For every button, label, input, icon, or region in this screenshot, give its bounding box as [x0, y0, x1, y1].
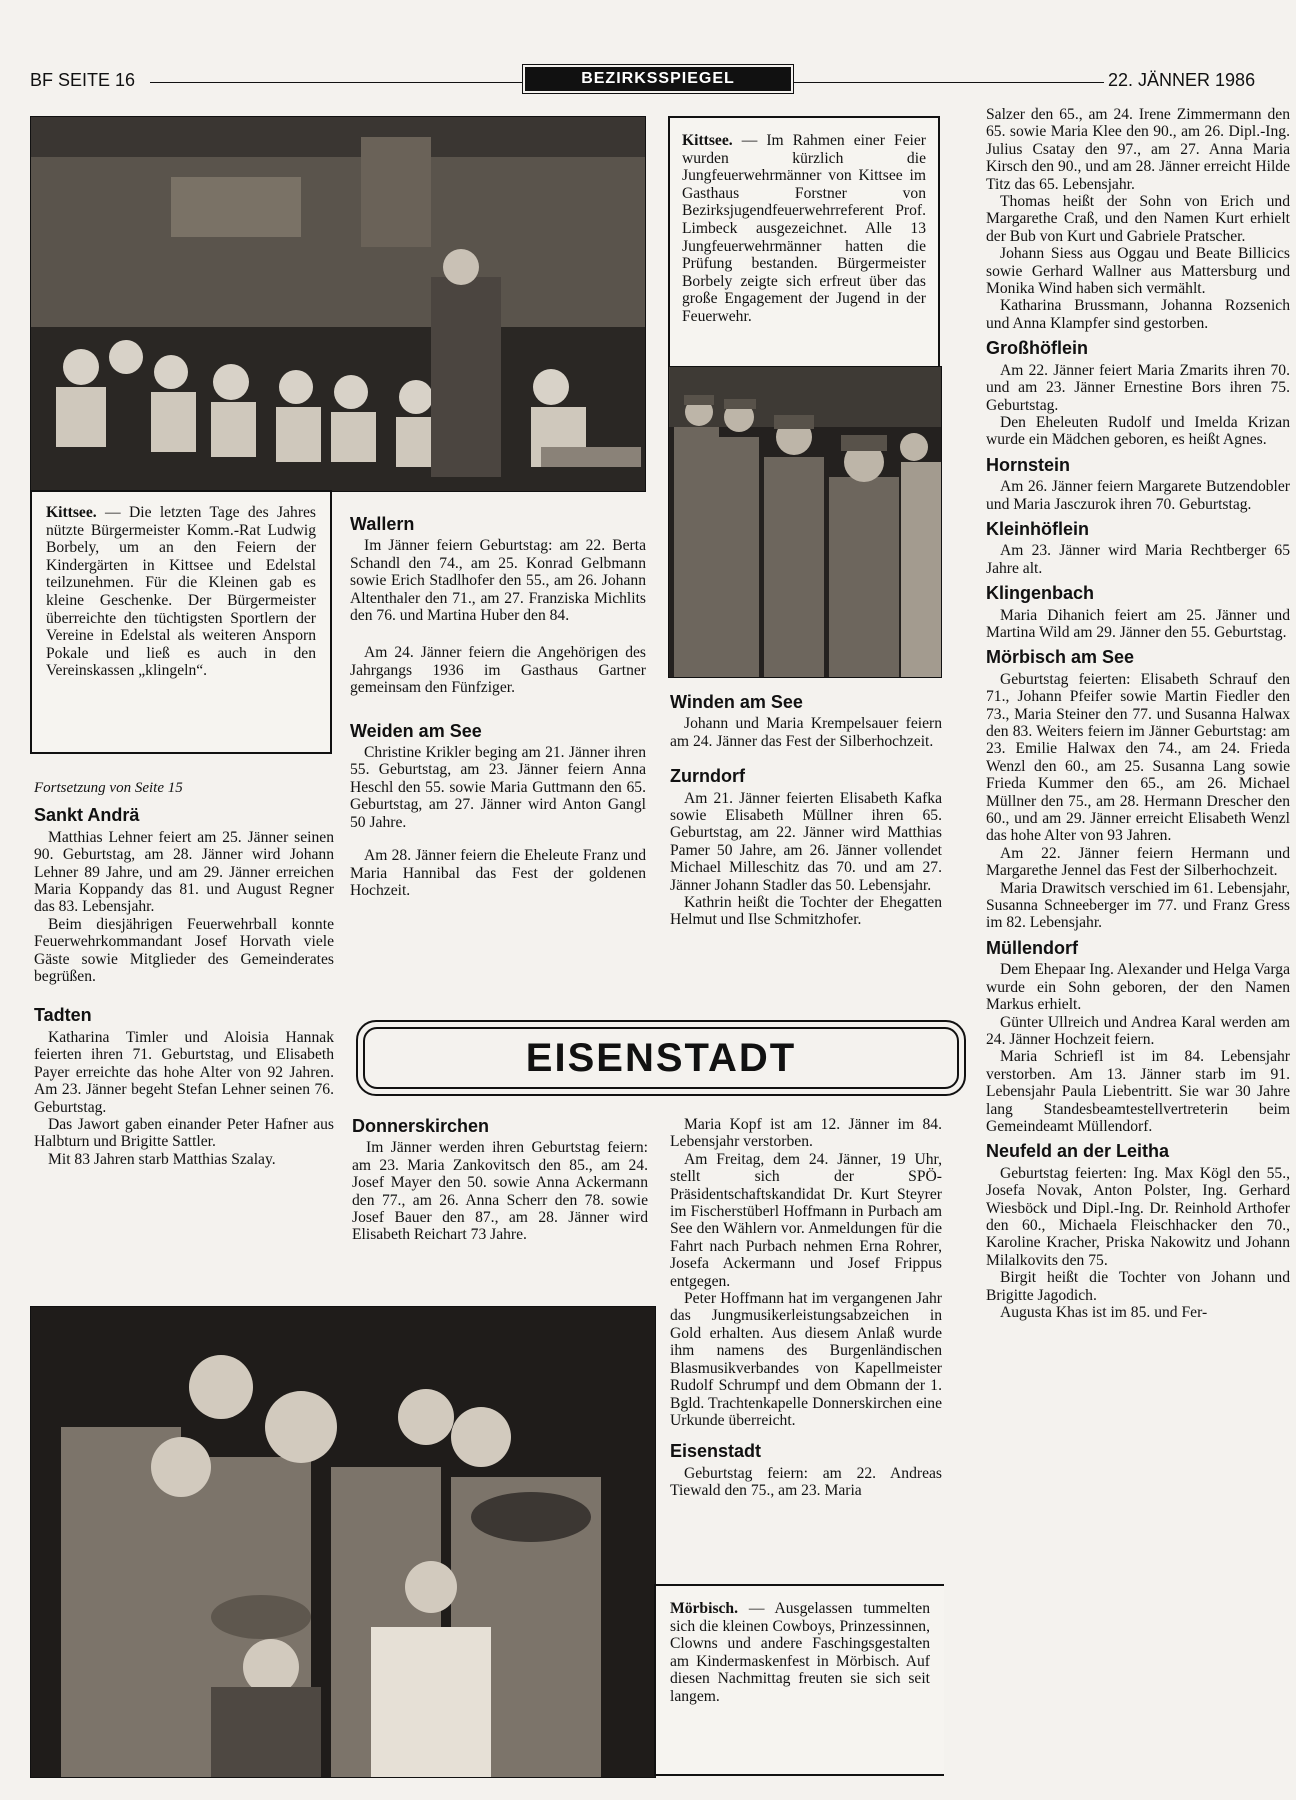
- paragraph: Das Jawort gaben einander Peter Hafner aus Halbturn und Brigitte Sattler.: [34, 1115, 334, 1151]
- heading-kleinhoeflein: Kleinhöflein: [986, 518, 1089, 539]
- paragraph: Geburtstag feierten: Ing. Max Kögl den 55., Josefa Novak, Anton Polster, Ing. Gerhard Wiesböck und Dipl.-Ing. Dr. Reinhold Arthofer den 60., Michaela Fleischhacker den 70., Karoline Kracher, Priska Nakowitz und Johann Milalkovits den 75.: [986, 1164, 1290, 1269]
- heading-neufeld: Neufeld an der Leitha: [986, 1141, 1170, 1162]
- header-rule-right: [794, 82, 1104, 83]
- heading-winden: Winden am See: [670, 692, 803, 712]
- heading-zurndorf: Zurndorf: [670, 766, 745, 787]
- paragraph: Am 21. Jänner feierten Elisabeth Kafka sowie Elisabeth Müllner ihren 65. Geburtstag, am 22. Jänner wird Matthias Pamer 50 Jahre, am 26. Jänner vollendet Michael Milleschitz das 70. und am 27. Jänner Johann Stadler das 50. Lebensjahr.: [670, 789, 942, 894]
- heading-muellendorf: Müllendorf: [986, 937, 1078, 958]
- header-rule-left: [150, 82, 522, 83]
- paragraph: Im Jänner feiern Geburtstag: am 22. Berta Schandl den 74., am 25. Konrad Gelbmann sowie Erich Stadlhofer den 55., am 26. Johann Altenthaler den 71., am 27. Franziska Michlits den 76. und Martina Huber den 84.: [350, 537, 646, 625]
- paragraph: Dem Ehepaar Ing. Alexander und Helga Varga wurde ein Sohn geboren, der den Namen Markus erhielt.: [986, 961, 1290, 1014]
- paragraph: Johann und Maria Krempelsauer feiern am 24. Jänner das Fest der Silberhochzeit.: [670, 715, 942, 750]
- paragraph: Peter Hoffmann hat im vergangenen Jahr das Jungmusikerleistungsabzeichen in Gold erhalten. Aus diesem Anlaß wurde ihm namens des Burgenländischen Blasmusikverbandes von Kapellmeister Rudolf Schrumpf und dem Obmann der 1. Bgld. Trachtenkapelle Donnerskirchen eine Urkunde überreicht.: [670, 1290, 942, 1429]
- paragraph: Maria Schriefl ist im 84. Lebensjahr verstorben. Am 13. Jänner starb im 91. Lebensjahr Paula Liebentritt. Sie war 30 Jahre lang Standesbeamtestellvertreterin beim Gemeindeamt Müllendorf.: [986, 1048, 1290, 1135]
- column-3-lower: [670, 1116, 942, 1500]
- heading-donnerskirchen: Donnerskirchen: [352, 1116, 490, 1136]
- column-2-lower: [352, 1118, 648, 1244]
- heading-grosshoeflein: Großhöflein: [986, 338, 1088, 359]
- paragraph: Johann Siess aus Oggau und Beate Billicics sowie Gerhard Wallner aus Mattersburg und Monika Wind haben sich vermählt.: [986, 245, 1290, 298]
- photo-firefighters: [668, 366, 942, 678]
- continued-note: Fortsetzung von Seite 15: [34, 780, 183, 796]
- children-kindergarten-icon: [31, 117, 645, 491]
- paragraph: Augusta Khas ist im 85. und Fer-: [1000, 1304, 1208, 1321]
- paragraph: Im Jänner werden ihren Geburtstag feiern: am 23. Maria Zankovitsch den 85., am 24. Josef Mayer den 50. sowie Anna Ackermann den 77., am 26. Anna Scherr den 78. sowie Josef Bauer den 87., am 28. Jänner wird Elisabeth Reichart 73 Jahre.: [352, 1139, 648, 1244]
- paragraph: Salzer den 65., am 24. Irene Zimmermann den 65. sowie Maria Klee den 90., am 26. Dipl.-Ing. Julius Csatay den 97., am 27. Anna Maria Kirsch den 90., und am 28. Jänner erreicht Hilde Titz das 65. Lebensjahr.: [986, 106, 1290, 193]
- paragraph: Am 28. Jänner feiern die Eheleute Franz und Maria Hannibal das Fest der goldenen Hochzeit.: [350, 847, 646, 899]
- caption-moerbisch: [654, 1584, 944, 1776]
- heading-weiden: Weiden am See: [350, 720, 482, 741]
- paragraph: Den Eheleuten Rudolf und Imelda Krizan wurde ein Mädchen geboren, es heißt Agnes.: [986, 413, 1290, 449]
- heading-moerbisch-am-see: Mörbisch am See: [986, 647, 1135, 668]
- section-title: EISENSTADT: [363, 1027, 959, 1089]
- paragraph: Mit 83 Jahren starb Matthias Szalay.: [48, 1150, 276, 1168]
- paragraph: Birgit heißt die Tochter von Johann und Brigitte Jagodich.: [986, 1269, 1290, 1304]
- photo-kindergarten: [30, 116, 646, 492]
- paragraph: Am 22. Jänner feiert Maria Zmarits ihren 70. und am 23. Jänner Ernestine Bors ihren 75. Geburtstag.: [986, 361, 1290, 414]
- paragraph: Maria Kopf ist am 12. Jänner im 84. Lebensjahr verstorben.: [670, 1116, 942, 1151]
- paragraph: Maria Drawitsch verschied im 61. Lebensjahr, Susanna Schneeberger im 77. und Franz Gress im 82. Lebensjahr.: [986, 879, 1290, 932]
- heading-wallern: Wallern: [350, 514, 415, 534]
- heading-eisenstadt: Eisenstadt: [670, 1441, 762, 1462]
- paragraph: Günter Ullreich und Andrea Karal werden am 24. Jänner Hochzeit feiern.: [986, 1013, 1290, 1048]
- caption-text: — Die letzten Tage des Jahres nützte Bürgermeister Komm.-Rat Ludwig Borbely, um an den Feiern der Kindergärten in Kittsee und Edelstal teilzunehmen. Für die Kleinen gab es kleine Geschenke. Der Bürgermeister überreichte den tüchtigsten Sportlern der Vereine in Edelstal als weiteren Ansporn Pokale und ließ es auch in den Vereinskassen „klingeln“.: [46, 504, 316, 680]
- paragraph: Maria Dihanich feiert am 25. Jänner und Martina Wild am 29. Jänner den 55. Geburtstag.: [986, 606, 1290, 641]
- caption-kittsee-kindergarten: [30, 490, 332, 754]
- paragraph: Geburtstag feiern: am 22. Andreas Tiewald den 75., am 23. Maria: [670, 1464, 942, 1500]
- paragraph: Thomas heißt der Sohn von Erich und Margarethe Craß, und den Namen Kurt erhielt der Bub von Kurt und Gabriele Pratscher.: [986, 193, 1290, 245]
- column-4: [986, 106, 1290, 1321]
- caption-place: Kittsee.: [682, 132, 733, 149]
- paragraph: Am 22. Jänner feiern Hermann und Margarethe Jennel das Fest der Silberhochzeit.: [986, 844, 1290, 880]
- caption-text: — Im Rahmen einer Feier wurden kürzlich die Jungfeuerwehrmänner von Kittsee im Gasthaus Forstner von Bezirksjugendfeuerwehrreferent Prof. Limbeck ausgezeichnet. Alle 13 Jungfeuerwehrmänner hatten die Prüfung bestanden. Bürgermeister Borbely zeigte sich erfreut über das große Engagement der Jugend in der Feuerwehr.: [682, 132, 926, 325]
- paragraph: Geburtstag feierten: Elisabeth Schrauf den 71., Johann Pfeifer sowie Martin Fiedler den 73., Maria Steiner den 77. und Susanna Halwax den 83. Weiters feiern im Jänner Geburtstag: am 23. Emilie Halwax den 74., am 24. Frieda Wenzl den 60., am 25. Susanna Lang sowie Frieda Kummer den 65., am 26. Michael Müllner den 75., am 28. Hermann Drescher den 60., und am 29. Jänner erreicht Elisabeth Wenzl das hohe Alter von 93 Jahren.: [986, 670, 1290, 845]
- caption-place: Mörbisch.: [670, 1600, 739, 1617]
- caption-place: Kittsee.: [46, 504, 97, 521]
- header-date: 22. JÄNNER 1986: [1108, 70, 1256, 90]
- column-2-upper: [350, 516, 646, 899]
- paragraph: Katharina Timler und Aloisia Hannak feierten ihren 71. Geburtstag, und Elisabeth Payer erreichte das hohe Alter von 92 Jahren. Am 23. Jänner begeht Stefan Lehner seinen 76. Geburtstag.: [34, 1028, 334, 1116]
- caption-text: — Ausgelassen tummelten sich die kleinen Cowboys, Prinzessinnen, Clowns und andere Faschingsgestalten am Kindermaskenfest in Mörbisch. Auf diesen Nachmittag freuten sie sich seit langem.: [670, 1600, 930, 1705]
- header-section-banner: [522, 64, 794, 94]
- paragraph: Am 26. Jänner feiern Margarete Butzendobler und Maria Jasczurok ihren 70. Geburtstag.: [986, 478, 1290, 513]
- paragraph: Kathrin heißt die Tochter der Ehegatten Helmut und Ilse Schmitzhofer.: [670, 894, 942, 929]
- photo-costumes: [30, 1306, 656, 1778]
- paragraph: Am 23. Jänner wird Maria Rechtberger 65 Jahre alt.: [986, 542, 1290, 577]
- paragraph: Am 24. Jänner feiern die Angehörigen des Jahrgangs 1936 im Gasthaus Gartner gemeinsam den Fünfziger.: [350, 644, 646, 697]
- column-3-upper: [670, 694, 942, 929]
- paragraph: Beim diesjährigen Feuerwehrball konnte Feuerwehrkommandant Josef Horvath viele Gäste sowie Mitglieder des Gemeinderates begrüßen.: [34, 915, 334, 986]
- paragraph: Katharina Brussmann, Johanna Rozsenich und Anna Klampfer sind gestorben.: [986, 297, 1290, 332]
- heading-klingenbach: Klingenbach: [986, 583, 1095, 604]
- section-banner-eisenstadt: [356, 1020, 966, 1096]
- column-1-lower: [34, 780, 334, 1168]
- header-page-label: BF SEITE 16: [30, 70, 136, 90]
- heading-sankt-andrae: Sankt Andrä: [34, 805, 140, 826]
- children-costumes-icon: [31, 1307, 655, 1777]
- heading-hornstein: Hornstein: [986, 454, 1071, 475]
- paragraph: Christine Krikler beging am 21. Jänner ihren 55. Geburtstag, am 23. Jänner feiern Anna Heschl den 55. sowie Maria Guttmann den 65. Geburtstag, am 27. Jänner wird Anton Gangl 50 Jahre.: [350, 744, 646, 831]
- caption-kittsee-feuerwehr: [668, 116, 940, 366]
- paragraph: Matthias Lehner feiert am 25. Jänner seinen 90. Geburtstag, am 28. Jänner wird Johann Lehner 89 Jahre, und am 29. Jänner erreichen Maria Koppandy das 81. und August Regner das 83. Lebensjahr.: [34, 828, 334, 916]
- heading-tadten: Tadten: [34, 1005, 92, 1026]
- header-banner-label: BEZIRKSSPIEGEL: [525, 67, 791, 91]
- young-firefighters-icon: [669, 367, 941, 677]
- paragraph: Am Freitag, dem 24. Jänner, 19 Uhr, stellt sich der SPÖ-Präsidentschaftskandidat Dr. Kurt Steyrer im Fischerstüberl Hoffmann in Purbach am See den Wählern vor. Anmeldungen für die Fahrt nach Purbach nehmen Erna Rohrer, Josefa Ackermann und Josef Frippus entgegen.: [670, 1150, 942, 1290]
